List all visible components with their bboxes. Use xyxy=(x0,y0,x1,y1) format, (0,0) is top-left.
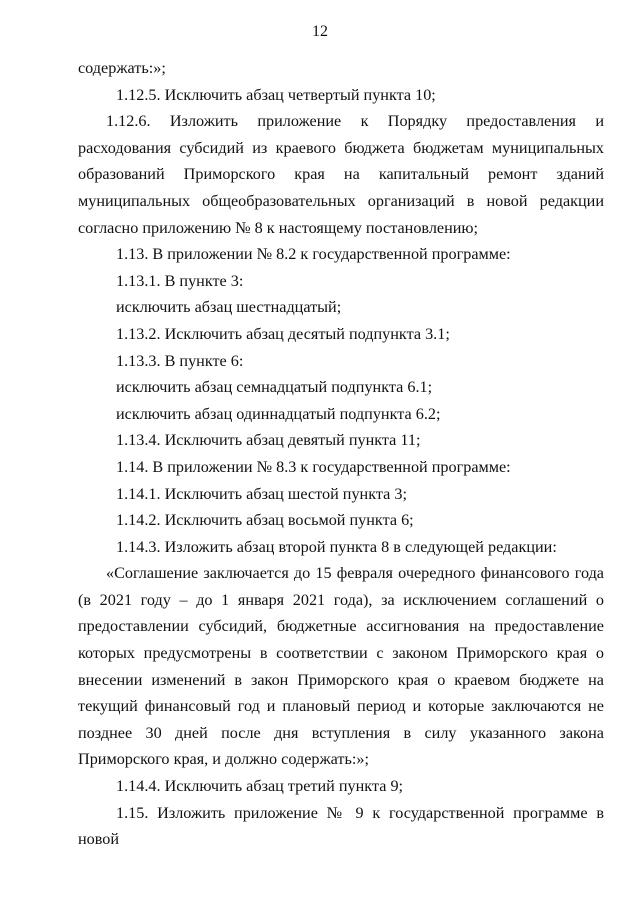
page-number: 12 xyxy=(312,23,328,40)
paragraph-1-14-4: 1.14.4. Исключить абзац третий пункта 9; xyxy=(116,777,404,796)
paragraph-1-15: 1.15. Изложить приложение № 9 к государственной программе в новой xyxy=(78,803,604,849)
paragraph-1-14-1: 1.14.1. Исключить абзац шестой пункта 3; xyxy=(116,484,407,503)
document-body xyxy=(78,55,604,853)
paragraph-1-13-4: 1.13.4. Исключить абзац девятый пункта 11; xyxy=(116,431,421,450)
paragraph-1-13-1-item: исключить абзац шестнадцатый; xyxy=(116,298,342,317)
paragraph-1-13-2: 1.13.2. Исключить абзац десятый подпункта 3.1; xyxy=(116,324,450,343)
paragraph-1-14-3: 1.14.3. Изложить абзац второй пункта 8 в следующей редакции: xyxy=(116,537,557,556)
paragraph-1-14-2: 1.14.2. Исключить абзац восьмой пункта 6; xyxy=(116,511,414,530)
paragraph-1-13-3-item-1: исключить абзац семнадцатый подпункта 6.1; xyxy=(116,378,433,397)
paragraph-1-13-3-item-2: исключить абзац одиннадцатый подпункта 6.2; xyxy=(116,404,441,423)
paragraph-1-12-6: 1.12.6. Изложить приложение к Порядку предоставления и расходования субсидий из краевого бюджета бюджетам муниципальных образований Приморского края на капитальный ремонт зданий муниципальных общеобразовательных организаций в новой редакции согласно приложению № 8 к настоящему постановлению; xyxy=(78,112,604,237)
paragraph-1-13: 1.13. В приложении № 8.2 к государственной программе: xyxy=(116,245,511,264)
paragraph-1-14: 1.14. В приложении № 8.3 к государственной программе: xyxy=(116,457,511,476)
paragraph-continuation: содержать:»; xyxy=(78,59,166,77)
paragraph-quoted-agreement: «Соглашение заключается до 15 февраля очередного финансового года (в 2021 году – до 1 января 2021 года), за исключением соглашений о предоставлении субсидий, бюджетные ассигнования на предоставление которых предусмотрены в соответствии с законом Приморского края о внесении изменений в закон Приморского края о краевом бюджете на текущий финансовый год и плановый период и которые заключаются не позднее 30 дней после дня вступления в силу указанного закона Приморского края, и должно содержать:»; xyxy=(78,564,604,769)
paragraph-1-13-3: 1.13.3. В пункте 6: xyxy=(116,351,244,370)
paragraph-1-13-1: 1.13.1. В пункте 3: xyxy=(116,271,244,290)
paragraph-1-12-5: 1.12.5. Исключить абзац четвертый пункта 10; xyxy=(116,85,436,104)
